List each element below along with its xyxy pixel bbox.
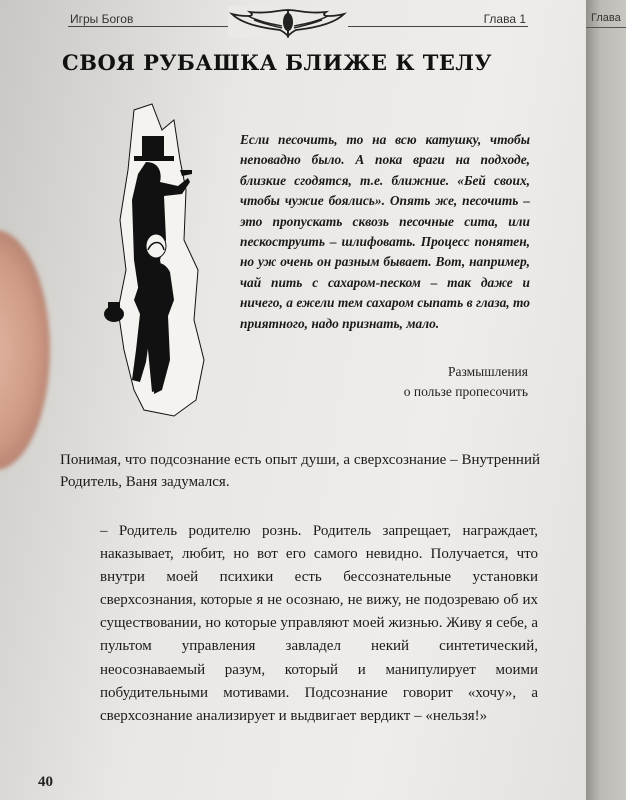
adjacent-page-header: Глава: [591, 12, 621, 24]
chapter-label: Глава 1: [483, 12, 526, 26]
body-paragraph-text: Понимая, что подсознание есть опыт души, а сверхсознание – Внутренний Родитель, Ваня задумался.: [60, 452, 540, 490]
epigraph-text: Если песочить, то на всю катушку, чтобы неповадно было. А пока враги на подходе, близкие сгодятся, т.е. ближние. «Бей своих, чтобы чужие боялись». Опять же, песочить – это пропускать сквозь песочные сита, или пескоструить – шлифовать. Процесс понятен, но уж очень он разным бывает. Вот, например, чай пить с сахаром-песком – так даже и ничего, а ежели тем сахаром сыпать в глаза, то приятного, надо признать, мало.: [240, 132, 530, 331]
page-number: 40: [38, 774, 53, 790]
epigraph-source-line-1: Размышления: [447, 364, 528, 379]
silhouette-illustration: [104, 100, 224, 420]
chapter-title: СВОЯ РУБАШКА БЛИЖЕ К ТЕЛУ: [62, 50, 492, 75]
body-paragraph: [60, 450, 540, 494]
epigraph-source: [328, 362, 528, 402]
adjacent-page: [583, 0, 626, 800]
ornament-wings-icon: [228, 6, 348, 38]
adjacent-page-rule: [583, 27, 626, 28]
epigraph-source-line-2: о пользе пропесочить: [403, 384, 528, 399]
dialogue-paragraph: – Родитель родителю рознь. Родитель запрещает, награждает, наказывает, любит, но вот его самого невидно. Получается, что внутри моей психики есть бессознательные установки сверхсознания, которые я не осознаю, не вижу, не подозреваю об их существовании, но которые управляют моей жизнью. Живу я себе, а пультом управления завладел некий синтетический, неосознаваемый разум, который и манипулирует моими побудительными мотивами. Подсознание говорит «хочу», а сверхсознание анализирует и выдвигает вердикт – «нельзя!»: [100, 523, 538, 724]
book-title: Игры Богов: [70, 12, 134, 26]
